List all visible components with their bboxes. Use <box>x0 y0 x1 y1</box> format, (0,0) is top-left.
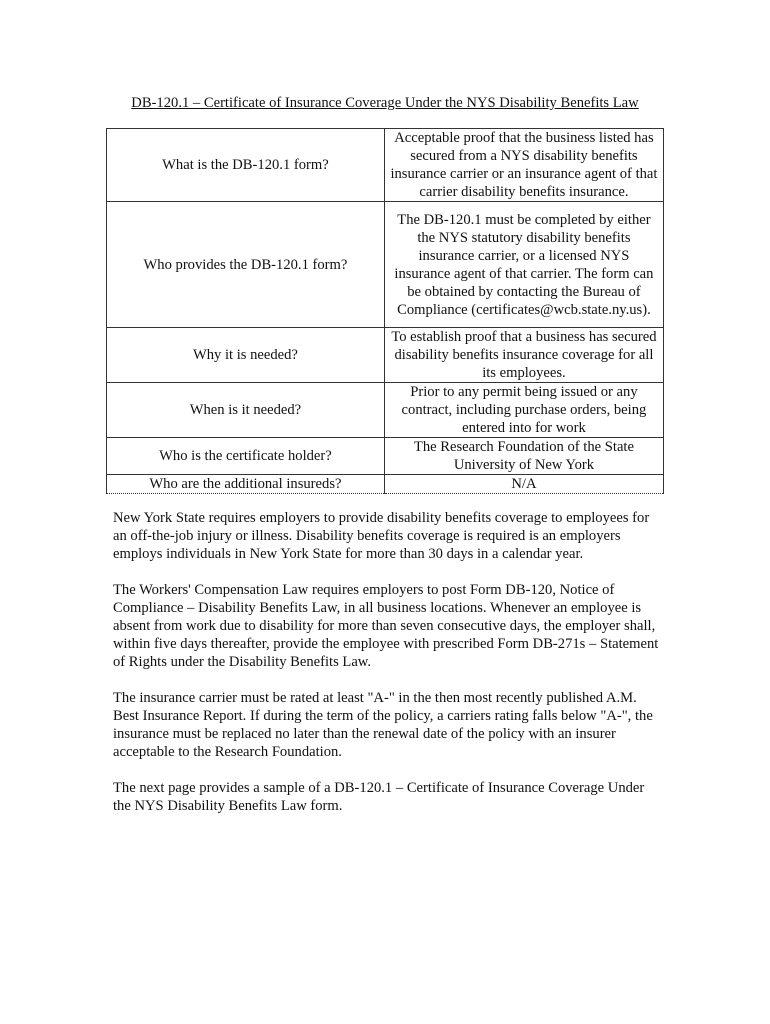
question-cell: Who is the certificate holder? <box>107 438 385 475</box>
answer-cell: N/A <box>384 475 663 494</box>
question-cell: When is it needed? <box>107 383 385 438</box>
answer-cell: To establish proof that a business has secured disability benefits insurance coverage for all its employees. <box>384 328 663 383</box>
table-row <box>107 475 664 494</box>
table-row <box>107 438 664 475</box>
answer-cell: The Research Foundation of the State University of New York <box>384 438 663 475</box>
question-cell: What is the DB-120.1 form? <box>107 129 385 202</box>
answer-cell: Acceptable proof that the business listed has secured from a NYS disability benefits insurance carrier or an insurance agent of that carrier disability benefits insurance. <box>384 129 663 202</box>
table-row <box>107 328 664 383</box>
answer-cell: The DB-120.1 must be completed by either the NYS statutory disability benefits insurance carrier, or a licensed NYS insurance agent of that carrier. The form can be obtained by contacting the Bureau of Compliance (certificates@wcb.state.ny.us). <box>384 202 663 328</box>
question-cell: Who are the additional insureds? <box>107 475 385 494</box>
paragraph-carrier-rating: The insurance carrier must be rated at least "A-" in the then most recently published A.M. Best Insurance Report. If during the term of the policy, a carriers rating falls below "A-", the insurance must be replaced no later than the renewal date of the policy with an insurer acceptable to the Research Foundation. <box>113 690 653 760</box>
table-row <box>107 129 664 202</box>
paragraph-workers-comp: The Workers' Compensation Law requires employers to post Form DB-120, Notice of Compliance – Disability Benefits Law, in all business locations. Whenever an employee is absent from work due to disability for more than seven consecutive days, the employer shall, within five days thereafter, provide the employee with prescribed Form DB-271s – Statement of Rights under the Disability Benefits Law. <box>113 582 659 670</box>
paragraph-requirement: New York State requires employers to provide disability benefits coverage to employees for an off-the-job injury or illness. Disability benefits coverage is required is an employers employs individuals in New York State for more than 30 days in a calendar year. <box>113 510 650 562</box>
table-row <box>107 202 664 328</box>
question-cell: Who provides the DB-120.1 form? <box>107 202 385 328</box>
body-text <box>113 509 659 833</box>
question-cell: Why it is needed? <box>107 328 385 383</box>
paragraph-next-page: The next page provides a sample of a DB-120.1 – Certificate of Insurance Coverage Under the NYS Disability Benefits Law form. <box>113 780 645 814</box>
answer-cell: Prior to any permit being issued or any contract, including purchase orders, being entered into for work <box>384 383 663 438</box>
document-title: DB-120.1 – Certificate of Insurance Coverage Under the NYS Disability Benefits Law <box>131 95 639 111</box>
table-row <box>107 383 664 438</box>
faq-table <box>106 128 664 494</box>
